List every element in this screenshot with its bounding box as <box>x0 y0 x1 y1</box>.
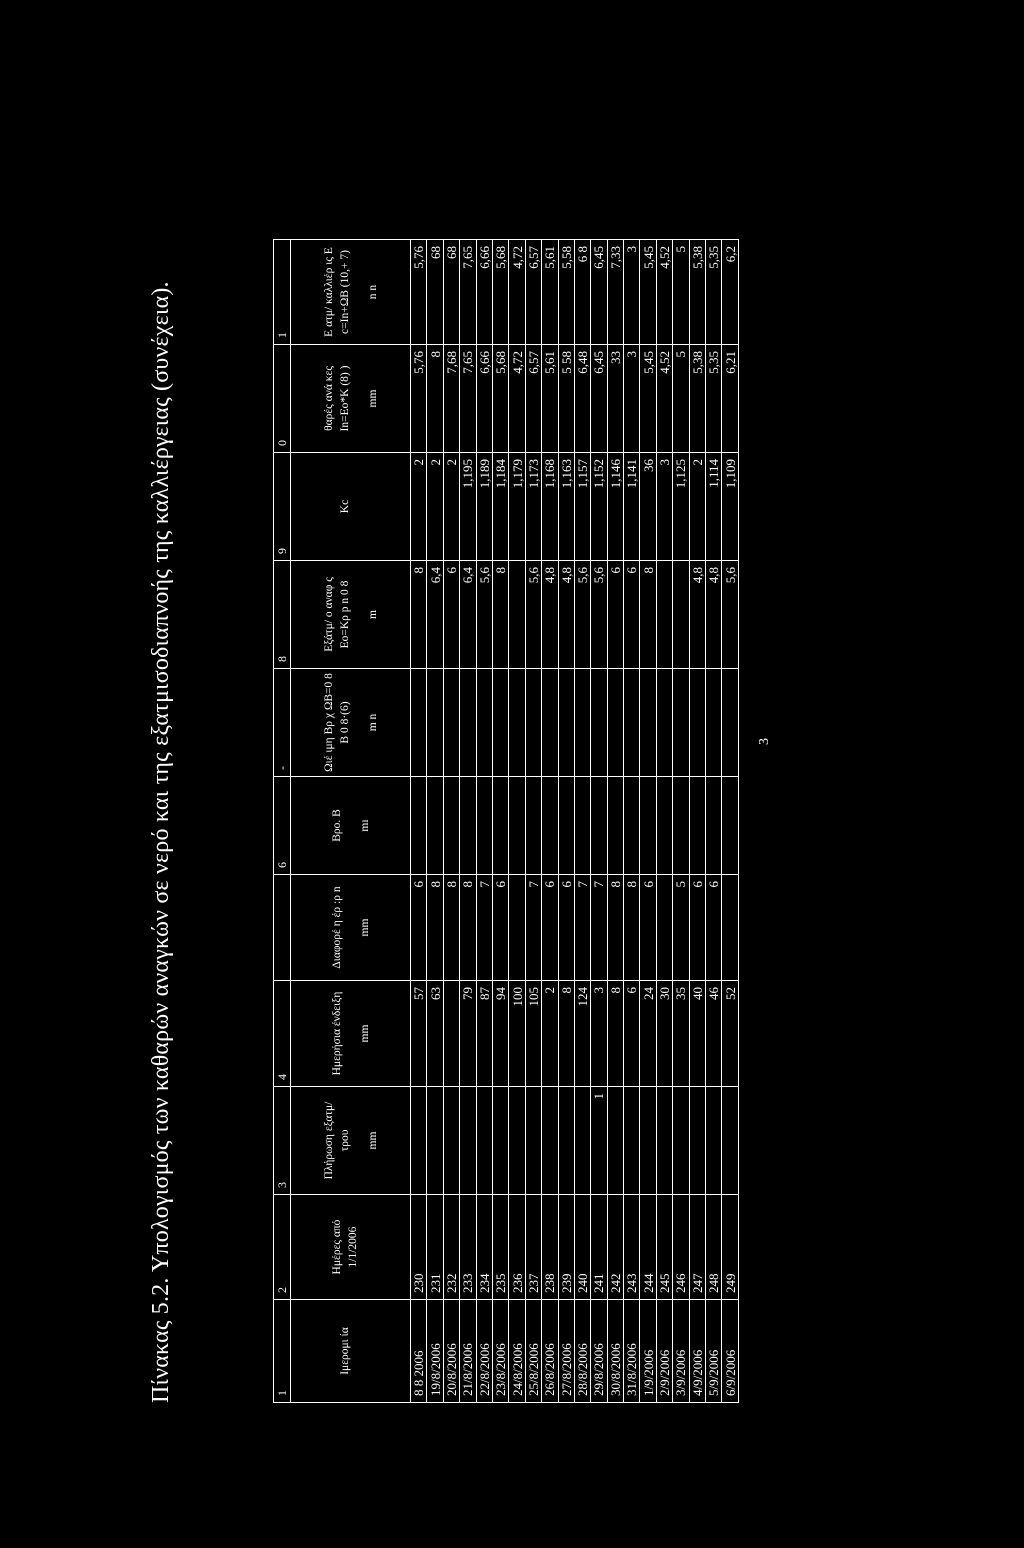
table-cell: 5,6 <box>722 561 738 669</box>
table-cell: 5,35 <box>706 345 722 453</box>
table-cell: 1,125 <box>673 453 689 561</box>
column-header <box>291 1087 411 1195</box>
table-cell: 235 <box>492 1195 508 1300</box>
table-cell <box>542 1087 558 1195</box>
column-header-title: Ημερήσια ένδειξη <box>330 991 343 1076</box>
table-cell <box>591 669 607 777</box>
table-cell: 46 <box>706 981 722 1087</box>
table-cell: 5,76 <box>411 345 427 453</box>
table-cell: 233 <box>460 1195 476 1300</box>
table-cell <box>624 1087 640 1195</box>
table-cell: 246 <box>673 1195 689 1300</box>
table-cell: 5,58 <box>558 240 574 345</box>
table-row <box>443 240 459 1403</box>
table-cell: 240 <box>574 1195 590 1300</box>
table-cell <box>722 875 738 981</box>
column-number <box>274 875 291 981</box>
table-cell: 4,72 <box>509 345 525 453</box>
table-cell: 100 <box>509 981 525 1087</box>
table-row <box>574 240 590 1403</box>
table-cell <box>492 669 508 777</box>
table-cell: 1,173 <box>525 453 541 561</box>
table-cell: 248 <box>706 1195 722 1300</box>
column-header-unit: m <box>366 610 379 619</box>
table-cell <box>706 669 722 777</box>
table-cell <box>722 669 738 777</box>
table-row <box>640 240 656 1403</box>
table-cell: 5,6 <box>525 561 541 669</box>
table-cell: 1,168 <box>542 453 558 561</box>
table-row <box>427 240 443 1403</box>
table-cell <box>542 777 558 875</box>
table-cell: 7,65 <box>460 240 476 345</box>
column-header <box>291 561 411 669</box>
table-cell: 5,6 <box>476 561 492 669</box>
table-cell <box>656 1087 672 1195</box>
table-cell <box>722 1087 738 1195</box>
table-cell: 4,8 <box>558 561 574 669</box>
date-cell: 23/8/2006 <box>492 1300 508 1403</box>
table-cell: 2 <box>542 981 558 1087</box>
table-row <box>706 240 722 1403</box>
table-cell: 6 <box>411 875 427 981</box>
table-cell <box>492 777 508 875</box>
table-cell: 4,52 <box>656 240 672 345</box>
table-cell: 6 <box>607 561 623 669</box>
table-cell: 6 <box>542 875 558 981</box>
table-cell: 7,65 <box>460 345 476 453</box>
table-cell <box>656 561 672 669</box>
table-cell <box>476 777 492 875</box>
table-cell <box>460 1087 476 1195</box>
table-cell <box>411 777 427 875</box>
table-cell: 242 <box>607 1195 623 1300</box>
table-cell: 8 <box>558 981 574 1087</box>
table-row <box>624 240 640 1403</box>
table-cell <box>558 777 574 875</box>
table-cell <box>443 669 459 777</box>
table-cell: 6 8 <box>574 240 590 345</box>
column-header <box>291 1300 411 1403</box>
date-cell: 22/8/2006 <box>476 1300 492 1403</box>
table-cell: 7,33 <box>607 240 623 345</box>
table-cell: 2 <box>443 453 459 561</box>
column-header <box>291 669 411 777</box>
page-number: 3 <box>757 738 772 745</box>
column-header-title: Βρο. Β <box>330 809 343 842</box>
table-cell <box>509 875 525 981</box>
table-cell: 5,38 <box>689 240 705 345</box>
table-cell: 245 <box>656 1195 672 1300</box>
table-cell: 5,76 <box>411 240 427 345</box>
table-cell: 6,66 <box>476 240 492 345</box>
table-cell: 33 <box>607 345 623 453</box>
table-cell <box>624 669 640 777</box>
date-cell: 24/8/2006 <box>509 1300 525 1403</box>
table-cell <box>443 777 459 875</box>
table-cell: 5,61 <box>542 345 558 453</box>
table-cell <box>640 669 656 777</box>
table-cell: 6 <box>706 875 722 981</box>
table-cell: 6,57 <box>525 345 541 453</box>
table-cell: 8 <box>624 875 640 981</box>
table-cell: 6 <box>492 875 508 981</box>
table-cell: 63 <box>427 981 443 1087</box>
water-requirements-table <box>273 239 739 1403</box>
column-header <box>291 777 411 875</box>
date-cell: 8 8 2006 <box>411 1300 427 1403</box>
table-cell <box>476 669 492 777</box>
table-cell: 57 <box>411 981 427 1087</box>
table-cell: 3 <box>591 981 607 1087</box>
table-cell: 4,8 <box>689 561 705 669</box>
table-cell: 5,45 <box>640 240 656 345</box>
table-cell: 1,114 <box>706 453 722 561</box>
caption-label: Πίνακας 5.2. <box>148 1277 174 1403</box>
table-cell: 7 <box>591 875 607 981</box>
table-cell: 5,35 <box>706 240 722 345</box>
table-cell: 5,45 <box>640 345 656 453</box>
date-cell: 19/8/2006 <box>427 1300 443 1403</box>
table-cell: 4,52 <box>656 345 672 453</box>
table-cell <box>673 1087 689 1195</box>
table-cell <box>460 777 476 875</box>
table-cell: 6,21 <box>722 345 738 453</box>
table-row <box>689 240 705 1403</box>
header-row <box>291 240 411 1403</box>
table-cell: 6,45 <box>591 345 607 453</box>
table-cell: 6,48 <box>574 345 590 453</box>
table-cell: 241 <box>591 1195 607 1300</box>
column-header <box>291 1195 411 1300</box>
table-cell: 231 <box>427 1195 443 1300</box>
table-row <box>542 240 558 1403</box>
table-cell: 6,66 <box>476 345 492 453</box>
table-row <box>525 240 541 1403</box>
column-header <box>291 981 411 1087</box>
table-row <box>656 240 672 1403</box>
table-cell: 4,72 <box>509 240 525 345</box>
table-cell <box>525 669 541 777</box>
table-cell <box>706 777 722 875</box>
column-number: 3 <box>274 1087 291 1195</box>
column-header-title: Ωιέ ιμη Βρ χ ΩΒ=0 8 Β 0 8·(6) <box>322 673 351 772</box>
table-cell: 7 <box>574 875 590 981</box>
table-cell: 8 <box>492 561 508 669</box>
table-cell <box>640 777 656 875</box>
table-cell: 24 <box>640 981 656 1087</box>
table-cell: 8 <box>460 875 476 981</box>
table-cell: 7 <box>525 875 541 981</box>
table-cell <box>574 1087 590 1195</box>
table-caption <box>148 281 175 1403</box>
table-cell <box>607 669 623 777</box>
table-cell: 249 <box>722 1195 738 1300</box>
table-cell <box>706 1087 722 1195</box>
table-cell: 238 <box>542 1195 558 1300</box>
table-cell: 5,68 <box>492 345 508 453</box>
column-header <box>291 875 411 981</box>
table-cell: 1,195 <box>460 453 476 561</box>
table-cell: 1,184 <box>492 453 508 561</box>
table-cell <box>656 875 672 981</box>
table-cell <box>673 669 689 777</box>
table-cell <box>591 777 607 875</box>
date-cell: 5/9/2006 <box>706 1300 722 1403</box>
column-header-unit: mm <box>366 1131 379 1150</box>
table-cell <box>673 777 689 875</box>
table-cell <box>558 1087 574 1195</box>
table-cell: 79 <box>460 981 476 1087</box>
table-cell: 1 <box>591 1087 607 1195</box>
table-cell: 8 <box>427 875 443 981</box>
table-row <box>673 240 689 1403</box>
table-cell: 1,189 <box>476 453 492 561</box>
table-cell: 4,8 <box>542 561 558 669</box>
table-cell: 5,6 <box>574 561 590 669</box>
table-cell: 35 <box>673 981 689 1087</box>
table-cell <box>476 1087 492 1195</box>
table-cell: 3 <box>656 453 672 561</box>
column-header <box>291 345 411 453</box>
table-cell: 5 58 <box>558 345 574 453</box>
table-row <box>607 240 623 1403</box>
table-cell: 243 <box>624 1195 640 1300</box>
column-number: 6 <box>274 777 291 875</box>
table-cell: 5,61 <box>542 240 558 345</box>
date-cell: 30/8/2006 <box>607 1300 623 1403</box>
table-cell: 6 <box>558 875 574 981</box>
table-cell: 8 <box>640 561 656 669</box>
table-cell: 87 <box>476 981 492 1087</box>
table-cell <box>509 669 525 777</box>
table-cell <box>673 561 689 669</box>
table-cell <box>492 1087 508 1195</box>
table-cell: 234 <box>476 1195 492 1300</box>
table-cell: 1,109 <box>722 453 738 561</box>
column-header-unit: mı <box>358 819 371 832</box>
table-cell <box>689 777 705 875</box>
date-cell: 2/9/2006 <box>656 1300 672 1403</box>
table-cell: 236 <box>509 1195 525 1300</box>
table-cell: 8 <box>607 981 623 1087</box>
table-cell: 2 <box>411 453 427 561</box>
column-number: 1 <box>274 1300 291 1403</box>
table-cell <box>607 777 623 875</box>
table-cell <box>656 669 672 777</box>
table-cell: 6,4 <box>427 561 443 669</box>
table-cell: 68 <box>427 240 443 345</box>
table-cell: 36 <box>640 453 656 561</box>
table-cell: 5 <box>673 240 689 345</box>
column-number: 4 <box>274 981 291 1087</box>
column-number: 2 <box>274 1195 291 1300</box>
date-cell: 29/8/2006 <box>591 1300 607 1403</box>
table-cell: 1,157 <box>574 453 590 561</box>
table-cell: 237 <box>525 1195 541 1300</box>
column-number: - <box>274 669 291 777</box>
table-cell: 3 <box>624 345 640 453</box>
date-cell: 20/8/2006 <box>443 1300 459 1403</box>
table-cell: 239 <box>558 1195 574 1300</box>
table-row <box>722 240 738 1403</box>
table-cell: 8 <box>443 875 459 981</box>
table-cell: 247 <box>689 1195 705 1300</box>
table-cell <box>542 669 558 777</box>
table-cell: 1,163 <box>558 453 574 561</box>
table-cell: 6,4 <box>460 561 476 669</box>
table-cell: 52 <box>722 981 738 1087</box>
column-number: 1 <box>274 240 291 345</box>
table-cell: 6,2 <box>722 240 738 345</box>
column-header <box>291 240 411 345</box>
table-cell: 5,38 <box>689 345 705 453</box>
table-cell: 3 <box>624 240 640 345</box>
table-row <box>558 240 574 1403</box>
table-cell: 1,141 <box>624 453 640 561</box>
date-cell: 28/8/2006 <box>574 1300 590 1403</box>
table-cell <box>525 1087 541 1195</box>
caption-text: Υπολογισμός των καθαρών αναγκών σε νερό και της εξατμισοδιαπνοής της καλλιέργειας (συνέχεια). <box>148 281 174 1273</box>
table-cell <box>509 777 525 875</box>
table-row <box>591 240 607 1403</box>
column-header-unit: mm <box>358 918 371 937</box>
table-cell <box>689 1087 705 1195</box>
table-cell: 1,146 <box>607 453 623 561</box>
table-cell <box>411 1087 427 1195</box>
table-cell: 6,57 <box>525 240 541 345</box>
table-cell: 230 <box>411 1195 427 1300</box>
table-cell: 6,45 <box>591 240 607 345</box>
table-cell: 8 <box>607 875 623 981</box>
table-cell: 105 <box>525 981 541 1087</box>
table-cell: 5,68 <box>492 240 508 345</box>
column-number: 8 <box>274 561 291 669</box>
table-cell: 6 <box>624 981 640 1087</box>
table-cell <box>574 669 590 777</box>
table-cell: 1,179 <box>509 453 525 561</box>
column-header-title: Πλήρωση εξατμ/τρου <box>322 1101 351 1180</box>
table-row <box>460 240 476 1403</box>
table-row <box>509 240 525 1403</box>
date-cell: 3/9/2006 <box>673 1300 689 1403</box>
table-row <box>492 240 508 1403</box>
table-cell: 6 <box>689 875 705 981</box>
table-cell <box>460 669 476 777</box>
column-header-title: Kc <box>338 499 351 514</box>
table-cell: 6 <box>624 561 640 669</box>
table-cell <box>443 1087 459 1195</box>
table-cell: 232 <box>443 1195 459 1300</box>
column-header-unit: mm <box>358 1024 371 1043</box>
table-cell <box>656 777 672 875</box>
table-cell: 244 <box>640 1195 656 1300</box>
column-header-title: θαρές ανά κες In=Eo*K (8) ) <box>322 365 351 432</box>
column-number: 0 <box>274 345 291 453</box>
table-cell: 124 <box>574 981 590 1087</box>
table-cell: 5 <box>673 345 689 453</box>
column-header-title: Ε ατμ/ καλλιέρ ις Ε c=In+ΩΒ (10,+ 7) <box>322 247 351 337</box>
column-header-title: Ημέρες από 1/1/2006 <box>330 1219 359 1275</box>
table-cell: 6 <box>443 561 459 669</box>
date-cell: 4/9/2006 <box>689 1300 705 1403</box>
table-cell <box>509 561 525 669</box>
table-row <box>411 240 427 1403</box>
table-cell: 6 <box>640 875 656 981</box>
date-cell: 31/8/2006 <box>624 1300 640 1403</box>
column-header-title: Ιμερομι ία <box>338 1327 351 1375</box>
table-row <box>476 240 492 1403</box>
table-cell <box>640 1087 656 1195</box>
table-cell: 5 <box>673 875 689 981</box>
column-header-unit: m n <box>366 713 379 732</box>
column-header-unit: mm <box>366 389 379 408</box>
table-cell: 2 <box>689 453 705 561</box>
table-cell: 7,68 <box>443 345 459 453</box>
table-cell <box>722 777 738 875</box>
table-cell <box>411 669 427 777</box>
column-number: 9 <box>274 453 291 561</box>
table-cell <box>624 777 640 875</box>
table-cell: 8 <box>411 561 427 669</box>
table-cell: 8 <box>427 345 443 453</box>
date-cell: 26/8/2006 <box>542 1300 558 1403</box>
table-cell <box>607 1087 623 1195</box>
column-header-unit: n n <box>366 284 379 300</box>
table-cell: 5,6 <box>591 561 607 669</box>
table-cell <box>427 777 443 875</box>
column-header-title: Διαφορέ η έρ :ρ n <box>330 886 343 969</box>
table-cell: 94 <box>492 981 508 1087</box>
table-cell: 30 <box>656 981 672 1087</box>
date-cell: 21/8/2006 <box>460 1300 476 1403</box>
table-cell: 40 <box>689 981 705 1087</box>
table-cell <box>525 777 541 875</box>
table-cell <box>574 777 590 875</box>
table-cell: 2 <box>427 453 443 561</box>
table-cell: 4,8 <box>706 561 722 669</box>
table-cell: 7 <box>476 875 492 981</box>
table-cell <box>427 669 443 777</box>
table-cell <box>689 669 705 777</box>
table-cell <box>427 1087 443 1195</box>
table-cell: 1,152 <box>591 453 607 561</box>
column-header-title: Εξάτμ/ ο αναφ ς Εο=Κρ p n 0 8 <box>322 577 351 652</box>
table-cell: 68 <box>443 240 459 345</box>
table-cell <box>558 669 574 777</box>
date-cell: 6/9/2006 <box>722 1300 738 1403</box>
table-cell <box>443 981 459 1087</box>
column-header <box>291 453 411 561</box>
table-cell <box>509 1087 525 1195</box>
column-number-row <box>274 240 291 1403</box>
date-cell: 1/9/2006 <box>640 1300 656 1403</box>
date-cell: 27/8/2006 <box>558 1300 574 1403</box>
date-cell: 25/8/2006 <box>525 1300 541 1403</box>
